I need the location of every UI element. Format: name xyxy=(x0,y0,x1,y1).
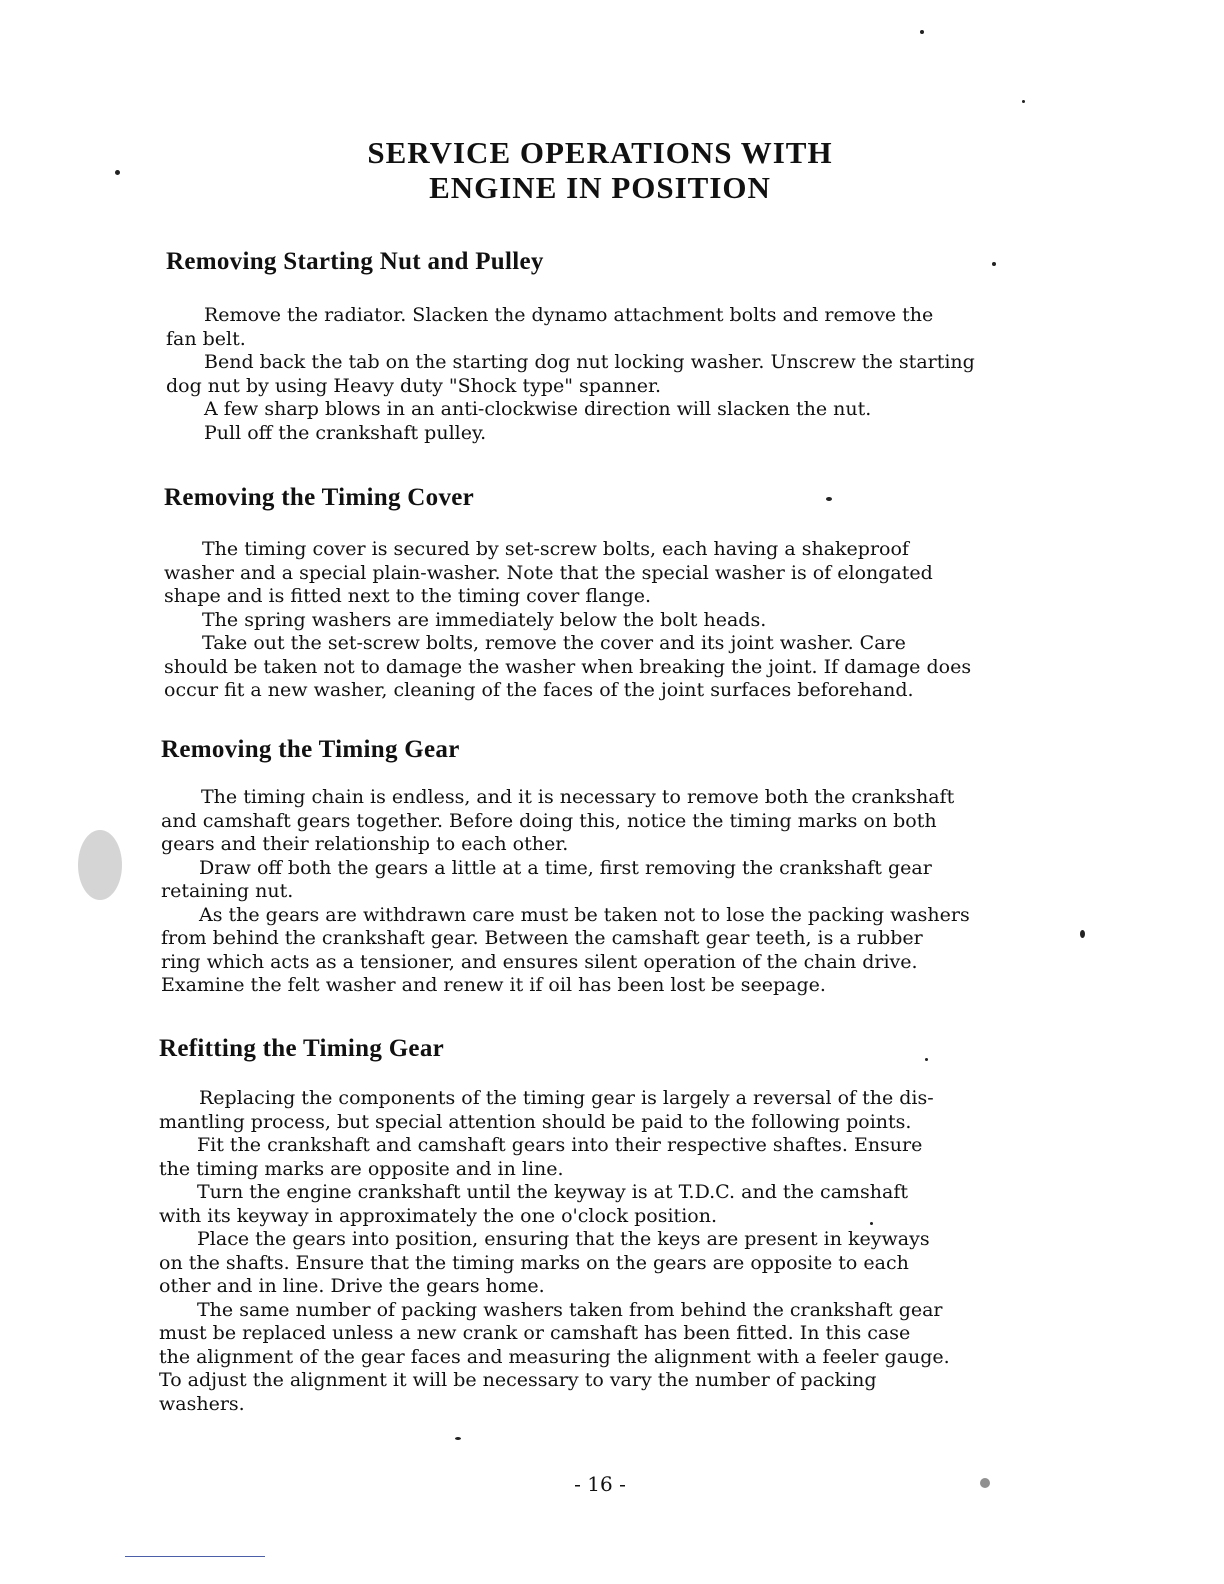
paragraph-line: other and in line. Drive the gears home. xyxy=(159,1275,545,1297)
section-heading: Removing the Timing Gear xyxy=(161,736,460,763)
paragraph-line: Take out the set-screw bolts, remove the cover and its joint washer. Care xyxy=(202,632,906,654)
paragraph-line: the alignment of the gear faces and measuring the alignment with a feeler gauge. xyxy=(159,1345,950,1368)
paragraph-line: Pull off the crankshaft pulley. xyxy=(204,421,487,444)
paragraph-line: Bend back the tab on the starting dog nut locking washer. Unscrew the starting xyxy=(204,351,975,373)
paragraph-line: and camshaft gears together. Before doing this, notice the timing marks on both xyxy=(161,809,937,832)
paragraph-line: retaining nut. xyxy=(161,880,294,902)
section-refitting-timing-gear xyxy=(159,1035,1224,1416)
paragraph-line: ring which acts as a tensioner, and ensures silent operation of the chain drive. xyxy=(161,950,918,973)
section-removing-timing-gear xyxy=(161,736,1224,998)
paragraph-line: washers. xyxy=(159,1392,245,1415)
scan-speck xyxy=(455,1437,461,1440)
section-heading: Refitting the Timing Gear xyxy=(159,1035,445,1062)
bottom-rule xyxy=(125,1556,265,1557)
paragraph-line: Turn the engine crankshaft until the keyway is at T.D.C. and the camshaft xyxy=(197,1181,909,1203)
paragraph-line: The timing chain is endless, and it is necessary to remove both the crankshaft xyxy=(201,786,955,808)
page-number: - 16 - xyxy=(574,1472,626,1496)
paragraph-line: mantling process, but special attention should be paid to the following points. xyxy=(159,1110,912,1133)
scan-speck xyxy=(1080,930,1085,938)
paragraph-line: The timing cover is secured by set-screw bolts, each having a shakeproof xyxy=(202,538,909,560)
paragraph-line: from behind the crankshaft gear. Between the camshaft gear teeth, is a rubber xyxy=(161,927,923,949)
paragraph-line: Replacing the components of the timing gear is largely a reversal of the dis- xyxy=(199,1087,934,1109)
scan-speck xyxy=(925,1058,928,1061)
paragraph-line: Draw off both the gears a little at a time, first removing the crankshaft gear xyxy=(199,856,932,879)
paragraph-line: with its keyway in approximately the one o'clock position. xyxy=(159,1204,717,1227)
scan-speck xyxy=(870,1222,873,1225)
paragraph-line: The spring washers are immediately below the bolt heads. xyxy=(202,608,767,631)
section-starting-nut xyxy=(166,248,1224,445)
paragraph-line: Fit the crankshaft and camshaft gears into their respective shaftes. Ensure xyxy=(197,1134,923,1156)
paragraph-line: the timing marks are opposite and in line. xyxy=(159,1157,564,1180)
paragraph-line: To adjust the alignment it will be necessary to vary the number of packing xyxy=(159,1369,877,1391)
paragraph-line: Remove the radiator. Slacken the dynamo attachment bolts and remove the xyxy=(204,304,934,326)
scan-speck xyxy=(992,262,996,266)
paragraph-line: washer and a special plain-washer. Note that the special washer is of elongated xyxy=(164,561,933,584)
page-title-line-1: SERVICE OPERATIONS WITH xyxy=(367,135,833,170)
paragraph-line: The same number of packing washers taken from behind the crankshaft gear xyxy=(197,1298,943,1321)
paragraph-line: dog nut by using Heavy duty "Shock type" spanner. xyxy=(166,374,662,397)
scan-speck xyxy=(78,830,122,900)
paragraph-line: As the gears are withdrawn care must be taken not to lose the packing washers xyxy=(199,903,970,926)
section-timing-cover xyxy=(164,484,1224,703)
scan-speck xyxy=(920,30,924,34)
paragraph-line: Examine the felt washer and renew it if oil has been lost be seepage. xyxy=(161,974,826,996)
paragraph-line: gears and their relationship to each other. xyxy=(161,833,569,855)
paragraph-line: fan belt. xyxy=(166,327,246,350)
paragraph-line: Place the gears into position, ensuring that the keys are present in keyways xyxy=(197,1228,930,1250)
scan-speck xyxy=(980,1478,990,1488)
paragraph-line: must be replaced unless a new crank or camshaft has been fitted. In this case xyxy=(159,1322,911,1344)
section-heading: Removing the Timing Cover xyxy=(164,484,475,511)
scan-speck xyxy=(1022,100,1025,103)
scan-speck xyxy=(115,170,120,175)
section-heading: Removing Starting Nut and Pulley xyxy=(166,248,544,275)
paragraph-line: on the shafts. Ensure that the timing marks on the gears are opposite to each xyxy=(159,1251,909,1274)
paragraph-line: occur fit a new washer, cleaning of the faces of the joint surfaces beforehand. xyxy=(164,679,914,701)
page-title-line-2: ENGINE IN POSITION xyxy=(429,170,771,205)
paragraph-line: should be taken not to damage the washer when breaking the joint. If damage does xyxy=(164,655,972,678)
scan-speck xyxy=(826,497,832,501)
paragraph-line: shape and is fitted next to the timing cover flange. xyxy=(164,585,652,607)
paragraph-line: A few sharp blows in an anti-clockwise direction will slacken the nut. xyxy=(204,398,872,420)
